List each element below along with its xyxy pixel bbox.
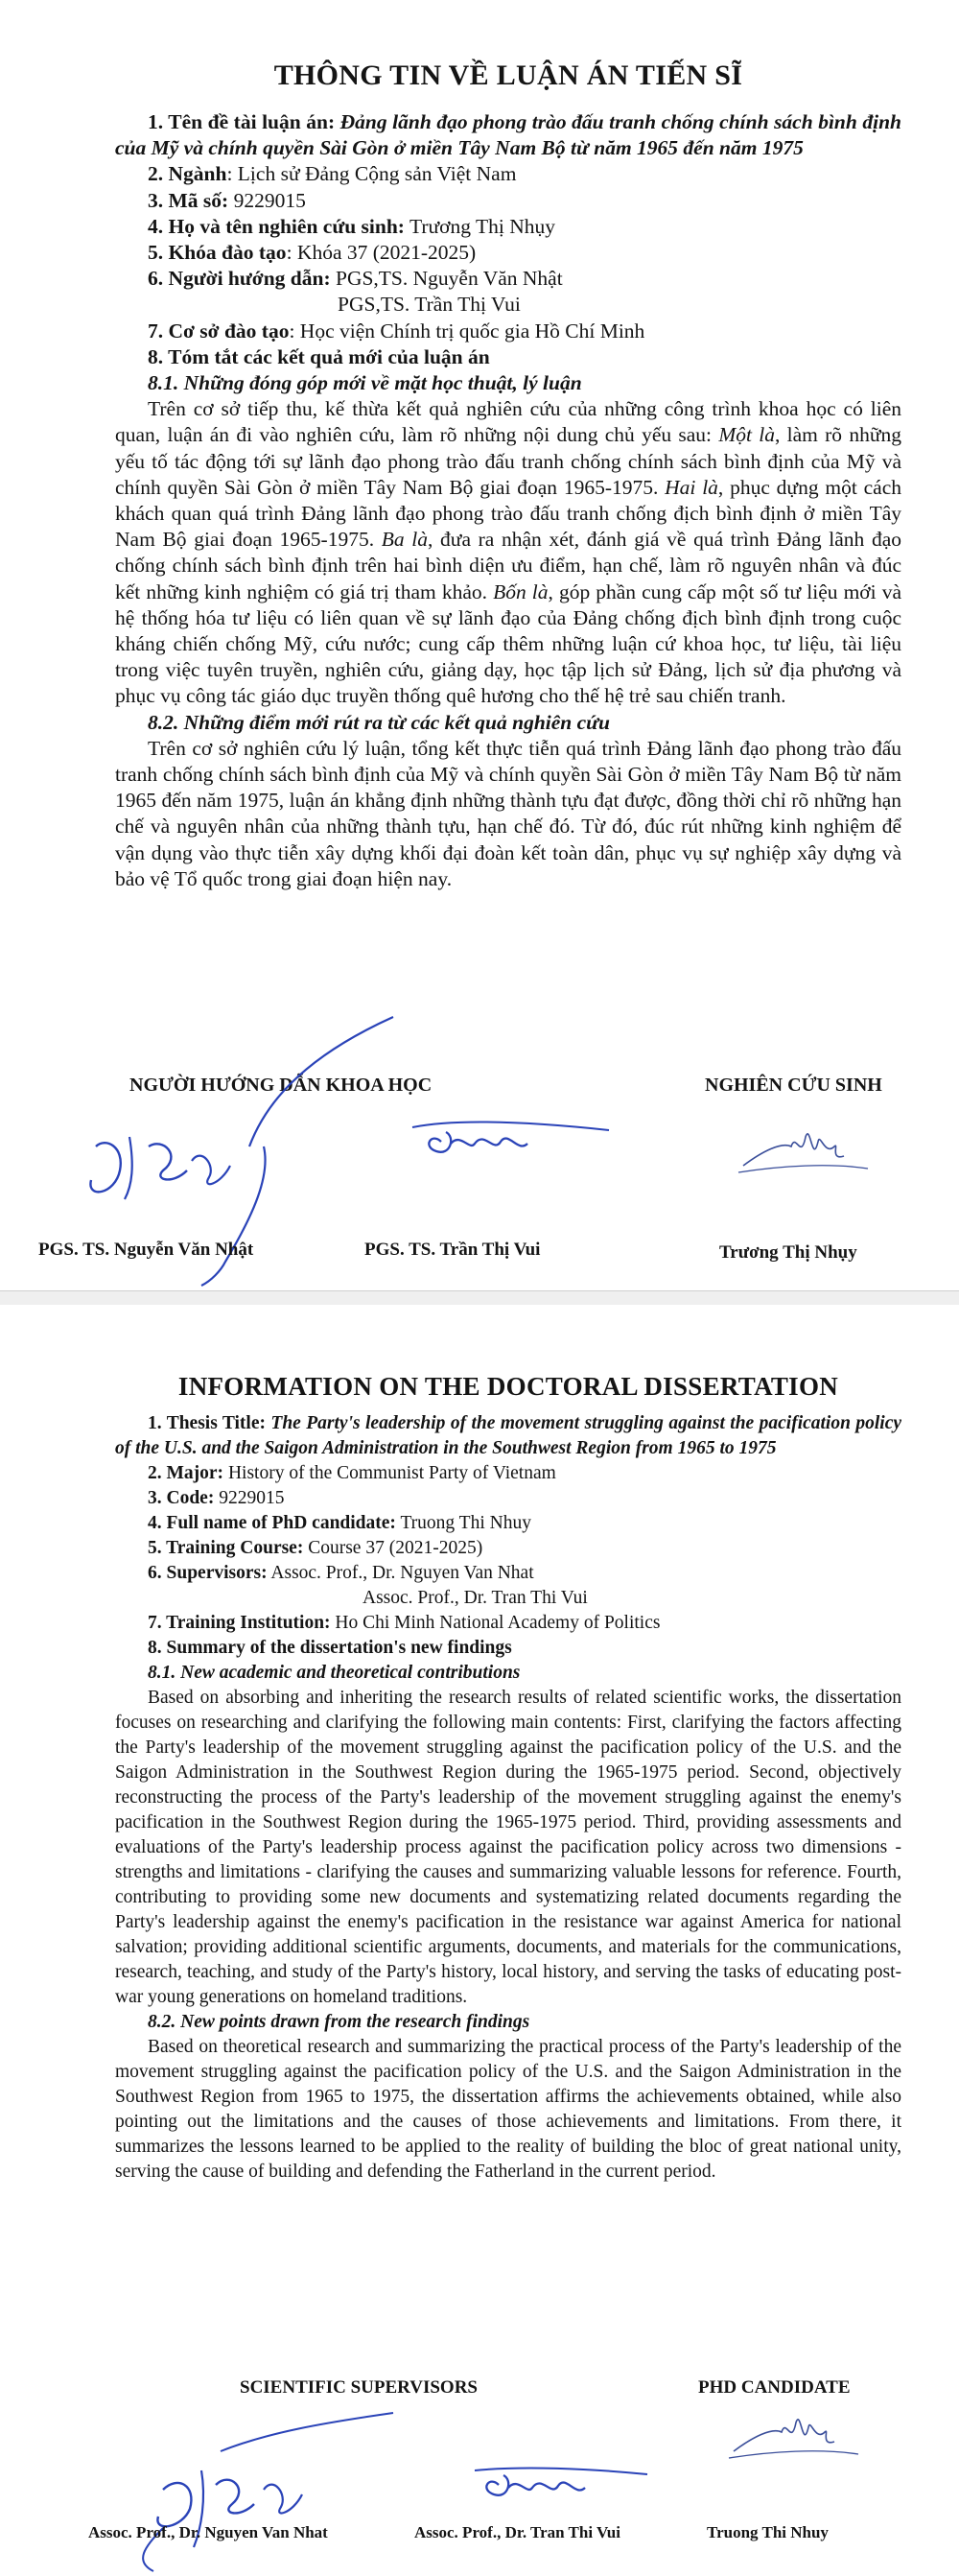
vi-item-supervisors: 6. Người hướng dẫn: PGS,TS. Nguyễn Văn Nhật bbox=[148, 267, 563, 291]
en-section-8-2-paragraph: Based on theoretical research and summarizing the practical process of the Party's leadership of the movement struggling against the pacification policy of the U.S. and the Saigon Administration in the Southwest Region from 1965 to 1975, the dissertation affirms the achievements obtained, while also pointing out the limitations and the causes of those achievements and limitations. From there, it summarizes the lessons learned to be applied to the reality of building the bloc of great national unity, serving the cause of building and defending the Fatherland in the current period. bbox=[115, 2037, 901, 2182]
en-supervisor-1-name: Assoc. Prof., Dr. Nguyen Van Nhat bbox=[88, 2523, 328, 2541]
en-item-supervisors: 6. Supervisors: Assoc. Prof., Dr. Nguyen Van Nhat bbox=[148, 1563, 534, 1583]
en-item-course: 5. Training Course: Course 37 (2021-2025) bbox=[148, 1538, 483, 1558]
vi-item1-label: 1. Tên đề tài luận án: bbox=[148, 110, 336, 133]
vietnamese-title: THÔNG TIN VỀ LUẬN ÁN TIẾN SĨ bbox=[273, 59, 743, 91]
en-section-8-1-heading: 8.1. New academic and theoretical contributions bbox=[148, 1663, 521, 1683]
signature-truong-thi-nhuy-en bbox=[714, 2399, 868, 2475]
en-candidate-heading: PHD CANDIDATE bbox=[698, 2377, 851, 2398]
vi-supervisor-2-name: PGS. TS. Trần Thị Vui bbox=[364, 1240, 541, 1260]
vi-candidate-heading: NGHIÊN CỨU SINH bbox=[705, 1075, 882, 1096]
english-page bbox=[0, 1305, 959, 2576]
signature-nguyen-van-nhat-en bbox=[105, 2394, 412, 2576]
vi-supervisors-heading: NGƯỜI HƯỚNG DẪN KHOA HỌC bbox=[129, 1075, 433, 1096]
vi-item-major: 2. Ngành: Lịch sử Đảng Cộng sản Việt Nam bbox=[148, 162, 517, 186]
en-supervisors-heading: SCIENTIFIC SUPERVISORS bbox=[240, 2377, 478, 2398]
en-item-thesis-title: 1. Thesis Title: The Party's leadership of the movement struggling against the pacification policy of the U.S. and the Saigon Administration in the Southwest Region from 1965 to 1975 bbox=[115, 1413, 902, 1458]
english-title: INFORMATION ON THE DOCTORAL DISSERTATION bbox=[177, 1372, 839, 1401]
en-item-institution: 7. Training Institution: Ho Chi Minh National Academy of Politics bbox=[148, 1613, 661, 1633]
en-item-supervisor-2: Assoc. Prof., Dr. Tran Thi Vui bbox=[363, 1588, 588, 1608]
en-item-summary-heading: 8. Summary of the dissertation's new findings bbox=[148, 1638, 512, 1658]
vi-item-institution: 7. Cơ sở đào tạo: Học viện Chính trị quốc gia Hồ Chí Minh bbox=[148, 319, 645, 343]
vi-item-course: 5. Khóa đào tạo: Khóa 37 (2021-2025) bbox=[148, 241, 477, 265]
en-item-candidate: 4. Full name of PhD candidate: Truong Thi Nhuy bbox=[148, 1513, 531, 1533]
english-content bbox=[115, 1372, 901, 2185]
vi-item1-value: Đảng lãnh đạo phong trào đấu tranh chống chính sách bình định của Mỹ và chính quyền Sài Gòn ở miền Tây Nam Bộ từ năm 1965 đến năm 1975 bbox=[115, 110, 902, 160]
en-section-8-1-paragraph: Based on absorbing and inheriting the research results of related scientific works, the dissertation focuses on researching and clarifying the following main contents: First, clarifying the factors affecting the Party's leadership of the movement struggling against the pacification policy of the U.S. and the Saigon Administration in the Southwest Region during the 1965-1975 period. Second, objectively reconstructing the process of the Party's leadership of the movement struggling against the enemy's pacification in the Southwest Region during the 1965-1975 period. Third, providing assessments and evaluations of the Party's leadership process against the pacification policy across two dimensions - strengths and limitations - clarifying the causes and summarizing valuable lessons for reference. Fourth, contributing to providing some new documents and systematizing related documents regarding the Party's leadership against the enemy's pacification in the resistance war against America for national salvation; providing additional scientific arguments, documents, and materials for the communications, research, teaching, and study of the Party's history, local history, and serving the tasks of educating post-war young generations on homeland traditions. bbox=[115, 1688, 901, 2007]
vietnamese-content bbox=[115, 59, 901, 892]
en-section-8-2-heading: 8.2. New points drawn from the research findings bbox=[148, 2012, 530, 2032]
en-candidate-name: Truong Thi Nhuy bbox=[707, 2523, 829, 2541]
vi-supervisor-1-name: PGS. TS. Nguyễn Văn Nhật bbox=[38, 1240, 254, 1260]
vi-item-thesis-title bbox=[115, 109, 901, 161]
signature-truong-thi-nhuy bbox=[724, 1113, 877, 1190]
vi-item-candidate: 4. Họ và tên nghiên cứu sinh: Trương Thị Nhụy bbox=[148, 214, 556, 238]
signature-tran-thi-vui-en bbox=[465, 2442, 657, 2518]
signature-tran-thi-vui bbox=[403, 1084, 614, 1180]
en-supervisor-2-name: Assoc. Prof., Dr. Tran Thi Vui bbox=[414, 2523, 620, 2541]
vi-item-supervisor-2: PGS,TS. Trần Thị Vui bbox=[338, 293, 521, 317]
vi-section-8-2-heading: 8.2. Những điểm mới rút ra từ các kết quả nghiên cứu bbox=[148, 710, 611, 734]
vi-candidate-name: Trương Thị Nhụy bbox=[719, 1242, 857, 1263]
en-item-code: 3. Code: 9229015 bbox=[148, 1488, 285, 1508]
vi-section-8-1-paragraph: Trên cơ sở tiếp thu, kế thừa kết quả nghiên cứu của những công trình khoa học có liên quan, luận án đi vào nghiên cứu, làm rõ những nội dung chủ yếu sau: Một là, làm rõ những yếu tố tác động tới sự lãnh đạo phong trào đấu tranh chống chính sách bình định của Mỹ và chính quyền Sài Gòn ở miền Tây Nam Bộ giai đoạn 1965-1975. Hai là, phục dựng một cách khách quan quá trình Đảng lãnh đạo phong trào đấu tranh chống địch bình định ở miền Tây Nam Bộ giai đoạn 1965-1975. Ba là, đưa ra nhận xét, đánh giá về quá trình Đảng lãnh đạo chống chính sách bình định trên hai bình diện ưu điểm, hạn chế, làm rõ nguyên nhân và đúc kết những kinh nghiệm có giá trị tham khảo. Bốn là, góp phần cung cấp một số tư liệu mới và hệ thống hóa tư liệu có liên quan về sự lãnh đạo của Đảng chống địch bình định trong cuộc kháng chiến chống Mỹ, cứu nước; cung cấp thêm những luận cứ khoa học, tư liệu, tài liệu trong việc tuyên truyền, nghiên cứu, giảng dạy, học tập lịch sử Đảng, lịch sử địa phương và phục vụ công tác giáo dục truyền thống quê hương cho thế hệ trẻ sau chiến tranh. bbox=[115, 397, 901, 708]
vi-section-8-2-paragraph: Trên cơ sở nghiên cứu lý luận, tổng kết thực tiễn quá trình Đảng lãnh đạo phong trào đấu tranh chống chính sách bình định của Mỹ và chính quyền Sài Gòn ở miền Tây Nam Bộ từ năm 1965 đến năm 1975, luận án khẳng định những thành tựu đạt được, đồng thời chỉ rõ những hạn chế và nguyên nhân của những thành tựu, hạn chế đó. Từ đó, đúc rút những kinh nghiệm để vận dụng vào thực tiễn xây dựng khối đại đoàn kết toàn dân, phục vụ sự nghiệp xây dựng và bảo vệ Tổ quốc trong giai đoạn hiện nay. bbox=[115, 736, 901, 890]
en-item-major: 2. Major: History of the Communist Party of Vietnam bbox=[148, 1463, 556, 1483]
vi-item-summary-heading: 8. Tóm tắt các kết quả mới của luận án bbox=[148, 344, 490, 368]
vi-item-code: 3. Mã số: 9229015 bbox=[148, 188, 306, 212]
vi-section-8-1-heading: 8.1. Những đóng góp mới về mặt học thuật, lý luận bbox=[148, 371, 582, 395]
